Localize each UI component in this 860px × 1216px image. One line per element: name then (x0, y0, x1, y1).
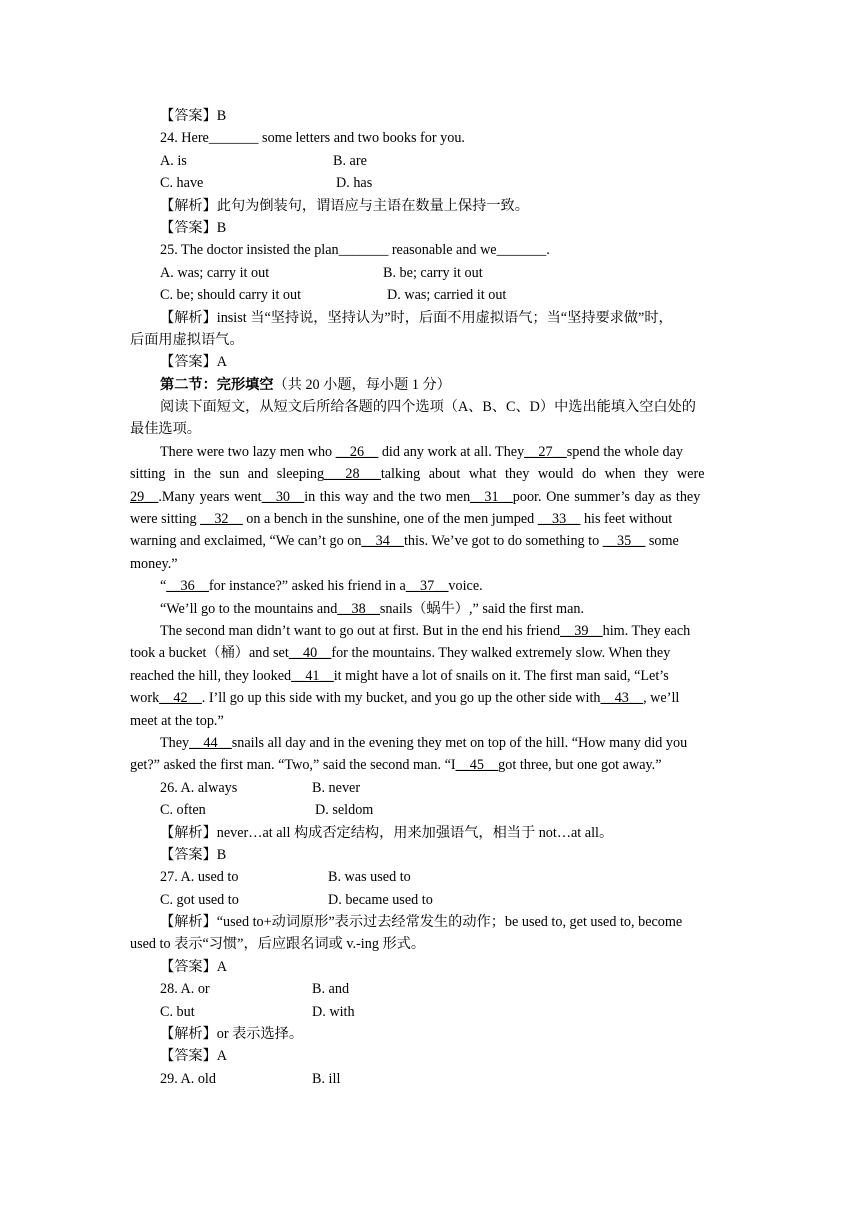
blank-28: ___28___ (324, 466, 381, 483)
question-25: 25. The doctor insisted the plan_______ reasonable and we_______. (160, 242, 550, 259)
blank-34: __34__ (361, 533, 404, 550)
passage-text: “ (160, 578, 167, 595)
section-heading (130, 374, 732, 396)
option: B. was used to (328, 869, 411, 886)
option: D. has (336, 175, 373, 192)
passage-line (130, 687, 732, 709)
blank-43: __43__ (600, 690, 644, 707)
passage-text: poor. One summer’s day as they (512, 488, 701, 505)
passage-text: talking about what they would do when they were (380, 466, 705, 483)
passage-line (130, 642, 732, 664)
passage-text: it might have a lot of snails on it. The first man said, “Let’s (333, 667, 669, 684)
passage-text: were sitting (130, 511, 201, 528)
blank-31: __31__ (470, 488, 513, 505)
blank-35: __35__ (602, 533, 646, 550)
passage-line (130, 508, 732, 530)
blank-45: __45__ (455, 757, 499, 774)
option: D. was; carried it out (387, 287, 507, 304)
options-row (130, 889, 732, 911)
options-row (130, 1068, 732, 1090)
passage-text: got three, but one got away.” (498, 757, 662, 774)
option: A. is (160, 152, 187, 169)
passage-text: snails all day and in the evening they met on top of the hill. “How many did you (231, 734, 688, 751)
blank-32: __32__ (200, 511, 243, 528)
answer-line: 【答案】B (160, 108, 227, 124)
option: D. seldom (315, 802, 374, 819)
passage-text: took a bucket（桶）and set (130, 645, 289, 662)
options-row (130, 777, 732, 799)
option: D. with (312, 1003, 355, 1020)
blank-33: __33__ (537, 511, 581, 528)
passage-text: voice. (448, 578, 483, 595)
blank-36: __36__ (166, 578, 209, 595)
question-24: 24. Here_______ some letters and two books for you. (160, 130, 465, 147)
passage-text: sitting in the sun and sleeping (130, 466, 325, 483)
passage-line (130, 598, 732, 620)
option: C. got used to (160, 891, 239, 908)
document-body (130, 105, 732, 1090)
option: B. and (312, 981, 350, 998)
explanation-line: 【解析】or 表示选择。 (160, 1026, 304, 1043)
option: 28. A. or (160, 981, 210, 998)
passage-text: work (130, 690, 160, 707)
option: A. was; carry it out (160, 264, 270, 281)
passage-text: “We’ll go to the mountains and (160, 600, 338, 617)
options-row (130, 284, 732, 306)
option: C. have (160, 175, 204, 192)
passage-text: him. They each (602, 622, 691, 639)
passage-text: warning and exclaimed, “We can’t go on (130, 533, 362, 550)
option: 27. A. used to (160, 869, 239, 886)
options-row (130, 978, 732, 1000)
passage-text: on a bench in the sunshine, one of the men jumped (242, 511, 538, 528)
passage-text: this. We’ve got to do something to (403, 533, 603, 550)
option: C. often (160, 802, 206, 819)
passage-line (130, 530, 732, 552)
explanation-line: 【解析】“used to+动词原形”表示过去经常发生的动作；be used to, get used to, become (160, 914, 683, 931)
passage-text: his feet without (580, 511, 673, 528)
blank-37: __37__ (405, 578, 449, 595)
section-title: 第二节：完形填空 (160, 376, 274, 393)
passage-line (130, 575, 732, 597)
passage-line (130, 732, 732, 754)
instruction-line: 阅读下面短文，从短文后所给各题的四个选项（A、B、C、D）中选出能填入空白处的 (160, 399, 696, 416)
options-row (130, 262, 732, 284)
option: B. ill (312, 1070, 341, 1087)
blank-27: __27__ (524, 443, 567, 460)
passage-text: in this way and the two men (304, 488, 471, 505)
passage-text: for instance?” asked his friend in a (208, 578, 406, 595)
passage-line (130, 463, 732, 485)
passage-text: They (160, 734, 190, 751)
answer-line: 【答案】A (160, 354, 227, 371)
options-row (130, 866, 732, 888)
explanation-line: used to 表示“习惯”，后应跟名词或 v.-ing 形式。 (130, 936, 426, 953)
option: D. became used to (328, 891, 433, 908)
option: C. be; should carry it out (160, 287, 302, 304)
option: B. be; carry it out (383, 264, 483, 281)
blank-40: __40__ (288, 645, 332, 662)
answer-line: 【答案】B (160, 219, 227, 236)
passage-text: reached the hill, they looked (130, 667, 292, 684)
blank-41: __41__ (291, 667, 334, 684)
passage-line (130, 486, 732, 508)
passage-line: meet at the top.” (130, 712, 224, 729)
passage-line (130, 620, 732, 642)
passage-text: .Many years went (158, 488, 262, 505)
options-row (130, 172, 732, 194)
passage-text: get?” asked the first man. “Two,” said the second man. “I (130, 757, 456, 774)
passage-text: There were two lazy men who (160, 443, 336, 460)
passage-text: for the mountains. They walked extremely slow. When they (331, 645, 671, 662)
options-row (130, 150, 732, 172)
passage-text: some (645, 533, 679, 550)
explanation-line: 后面用虚拟语气。 (130, 331, 244, 348)
passage-line (130, 665, 732, 687)
option: C. but (160, 1003, 195, 1020)
passage-text: did any work at all. They (378, 443, 525, 460)
blank-30: __30__ (261, 488, 305, 505)
blank-44: __44__ (189, 734, 232, 751)
option: B. never (312, 779, 361, 796)
blank-39: __39__ (560, 622, 603, 639)
instruction-line: 最佳选项。 (130, 421, 201, 438)
passage-text: The second man didn’t want to go out at first. But in the end his friend (160, 622, 561, 639)
blank-42: __42__ (159, 690, 202, 707)
blank-38: __38__ (337, 600, 380, 617)
blank-26: __26__ (335, 443, 379, 460)
passage-text: . I’ll go up this side with my bucket, and you go up the other side with (201, 690, 601, 707)
answer-line: 【答案】A (160, 958, 227, 975)
passage-text: spend the whole day (566, 443, 683, 460)
passage-text: snails（蜗牛）,” said the first man. (379, 600, 585, 617)
passage-text: , we’ll (643, 690, 680, 707)
explanation-line: 【解析】此句为倒装句，谓语应与主语在数量上保持一致。 (160, 197, 529, 214)
passage-line: money.” (130, 555, 178, 572)
option: B. are (333, 152, 367, 169)
section-note: （共 20 小题，每小题 1 分） (273, 376, 451, 393)
passage-line (130, 754, 732, 776)
explanation-line: 【解析】never…at all 构成否定结构，用来加强语气，相当于 not…at all。 (160, 824, 614, 841)
option: 29. A. old (160, 1070, 216, 1087)
answer-line: 【答案】A (160, 1048, 227, 1065)
options-row (130, 799, 732, 821)
option: 26. A. always (160, 779, 238, 796)
answer-line: 【答案】B (160, 846, 227, 863)
explanation-line: 【解析】insist 当“坚持说，坚持认为”时，后面不用虚拟语气；当“坚持要求做”时， (160, 309, 673, 326)
options-row (130, 1001, 732, 1023)
blank-29: 29__ (130, 488, 159, 505)
passage-line (130, 441, 732, 463)
